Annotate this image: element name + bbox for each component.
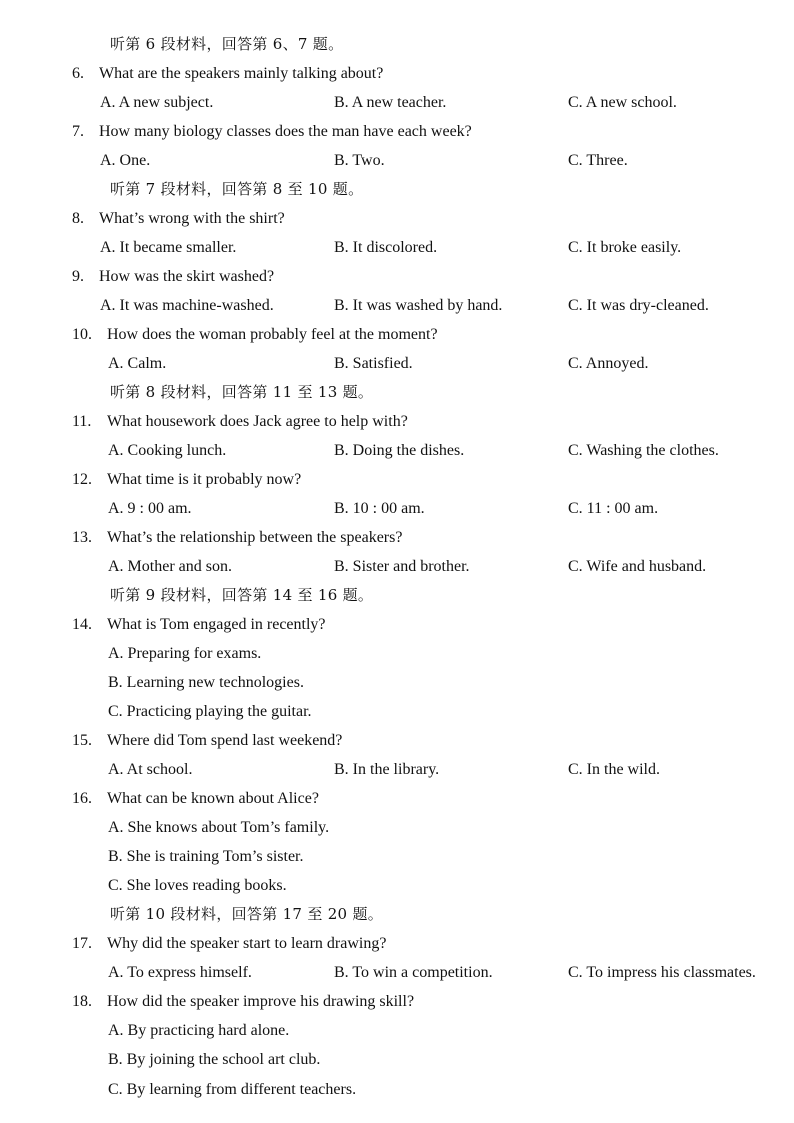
option-row xyxy=(0,146,794,175)
option-row xyxy=(0,349,794,378)
question-number: 13. xyxy=(72,529,92,546)
option-row xyxy=(0,697,794,726)
option-row xyxy=(0,1045,794,1074)
answer-option-b: B. In the library. xyxy=(334,761,440,778)
answer-option-a: A. 9 : 00 am. xyxy=(108,500,192,517)
answer-option-a: A. Mother and son. xyxy=(108,558,232,575)
question-text: What is Tom engaged in recently? xyxy=(107,616,326,633)
option-row xyxy=(0,291,794,320)
answer-option-b: B. Doing the dishes. xyxy=(334,442,465,459)
question-number: 8. xyxy=(72,210,84,227)
question-text: How many biology classes does the man have each week? xyxy=(99,123,472,140)
section-heading xyxy=(0,30,794,59)
option-row xyxy=(0,1081,794,1103)
answer-option: A. Preparing for exams. xyxy=(108,645,262,662)
question-text: What’s wrong with the shirt? xyxy=(99,210,285,227)
option-row xyxy=(0,871,794,900)
question-number: 14. xyxy=(72,616,92,633)
answer-option-b: B. Satisfied. xyxy=(334,355,413,372)
answer-option-a: A. A new subject. xyxy=(100,94,214,111)
question-row xyxy=(0,204,794,233)
answer-option: B. She is training Tom’s sister. xyxy=(108,848,304,865)
question-text: How did the speaker improve his drawing skill? xyxy=(107,993,415,1010)
question-row xyxy=(0,726,794,755)
option-row xyxy=(0,233,794,262)
question-text: Why did the speaker start to learn drawing? xyxy=(107,935,387,952)
answer-option-a: A. It became smaller. xyxy=(100,239,237,256)
question-row xyxy=(0,117,794,146)
question-text: What housework does Jack agree to help with? xyxy=(107,413,408,430)
option-row xyxy=(0,842,794,871)
question-row xyxy=(0,407,794,436)
question-row xyxy=(0,610,794,639)
question-text: What can be known about Alice? xyxy=(107,790,319,807)
answer-option-c: C. Three. xyxy=(568,152,628,169)
answer-option-b: B. It was washed by hand. xyxy=(334,297,503,314)
answer-option-c: C. It was dry-cleaned. xyxy=(568,297,709,314)
question-number: 9. xyxy=(72,268,84,285)
answer-option: B. Learning new technologies. xyxy=(108,674,304,691)
answer-option-b: B. Two. xyxy=(334,152,385,169)
question-text: How does the woman probably feel at the moment? xyxy=(107,326,438,343)
option-row xyxy=(0,668,794,697)
answer-option-a: A. Cooking lunch. xyxy=(108,442,227,459)
section-heading-text: 听第 9 段材料，回答第 14 至 16 题。 xyxy=(110,586,374,604)
answer-option-c: C. 11 : 00 am. xyxy=(568,500,659,517)
option-row xyxy=(0,436,794,465)
answer-option: C. Practicing playing the guitar. xyxy=(108,703,312,720)
answer-option-b: B. A new teacher. xyxy=(334,94,447,111)
answer-option-a: A. One. xyxy=(100,152,151,169)
question-row xyxy=(0,929,794,958)
answer-option: A. By practicing hard alone. xyxy=(108,1022,290,1039)
answer-option: C. She loves reading books. xyxy=(108,877,287,894)
question-text: How was the skirt washed? xyxy=(99,268,275,285)
question-number: 16. xyxy=(72,790,92,807)
question-row xyxy=(0,262,794,291)
question-text: What are the speakers mainly talking about? xyxy=(99,65,384,82)
question-number: 15. xyxy=(72,732,92,749)
option-row xyxy=(0,755,794,784)
section-heading-text: 听第 8 段材料，回答第 11 至 13 题。 xyxy=(110,383,374,401)
question-row xyxy=(0,987,794,1016)
question-number: 11. xyxy=(72,413,92,430)
answer-option-c: C. To impress his classmates. xyxy=(568,964,756,981)
option-row xyxy=(0,639,794,668)
question-number: 7. xyxy=(72,123,84,140)
question-row xyxy=(0,320,794,349)
option-row xyxy=(0,813,794,842)
answer-option: C. By learning from different teachers. xyxy=(108,1081,357,1098)
section-heading-text: 听第 6 段材料，回答第 6、7 题。 xyxy=(110,35,344,53)
question-row xyxy=(0,59,794,88)
section-heading xyxy=(0,581,794,610)
answer-option-c: C. A new school. xyxy=(568,94,677,111)
section-heading xyxy=(0,378,794,407)
option-row xyxy=(0,552,794,581)
section-heading xyxy=(0,175,794,204)
answer-option: A. She knows about Tom’s family. xyxy=(108,819,330,836)
question-text: What’s the relationship between the speakers? xyxy=(107,529,403,546)
question-row xyxy=(0,523,794,552)
answer-option-a: A. At school. xyxy=(108,761,193,778)
answer-option-a: A. To express himself. xyxy=(108,964,252,981)
option-row xyxy=(0,958,794,987)
question-row xyxy=(0,784,794,813)
question-row xyxy=(0,465,794,494)
answer-option-c: C. Annoyed. xyxy=(568,355,649,372)
answer-option-a: A. It was machine-washed. xyxy=(100,297,274,314)
question-number: 18. xyxy=(72,993,92,1010)
answer-option-b: B. To win a competition. xyxy=(334,964,493,981)
answer-option: B. By joining the school art club. xyxy=(108,1051,321,1068)
question-number: 6. xyxy=(72,65,84,82)
section-heading xyxy=(0,900,794,929)
question-text: What time is it probably now? xyxy=(107,471,302,488)
answer-option-b: B. 10 : 00 am. xyxy=(334,500,425,517)
question-number: 12. xyxy=(72,471,92,488)
answer-option-c: C. Washing the clothes. xyxy=(568,442,719,459)
section-heading-text: 听第 7 段材料，回答第 8 至 10 题。 xyxy=(110,180,364,198)
answer-option-c: C. In the wild. xyxy=(568,761,660,778)
answer-option-a: A. Calm. xyxy=(108,355,167,372)
question-text: Where did Tom spend last weekend? xyxy=(107,732,343,749)
answer-option-c: C. It broke easily. xyxy=(568,239,682,256)
answer-option-b: B. It discolored. xyxy=(334,239,438,256)
answer-option-b: B. Sister and brother. xyxy=(334,558,470,575)
option-row xyxy=(0,494,794,523)
section-heading-text: 听第 10 段材料，回答第 17 至 20 题。 xyxy=(110,905,384,923)
option-row xyxy=(0,88,794,117)
option-row xyxy=(0,1016,794,1045)
answer-option-c: C. Wife and husband. xyxy=(568,558,707,575)
question-number: 17. xyxy=(72,935,92,952)
question-number: 10. xyxy=(72,326,92,343)
